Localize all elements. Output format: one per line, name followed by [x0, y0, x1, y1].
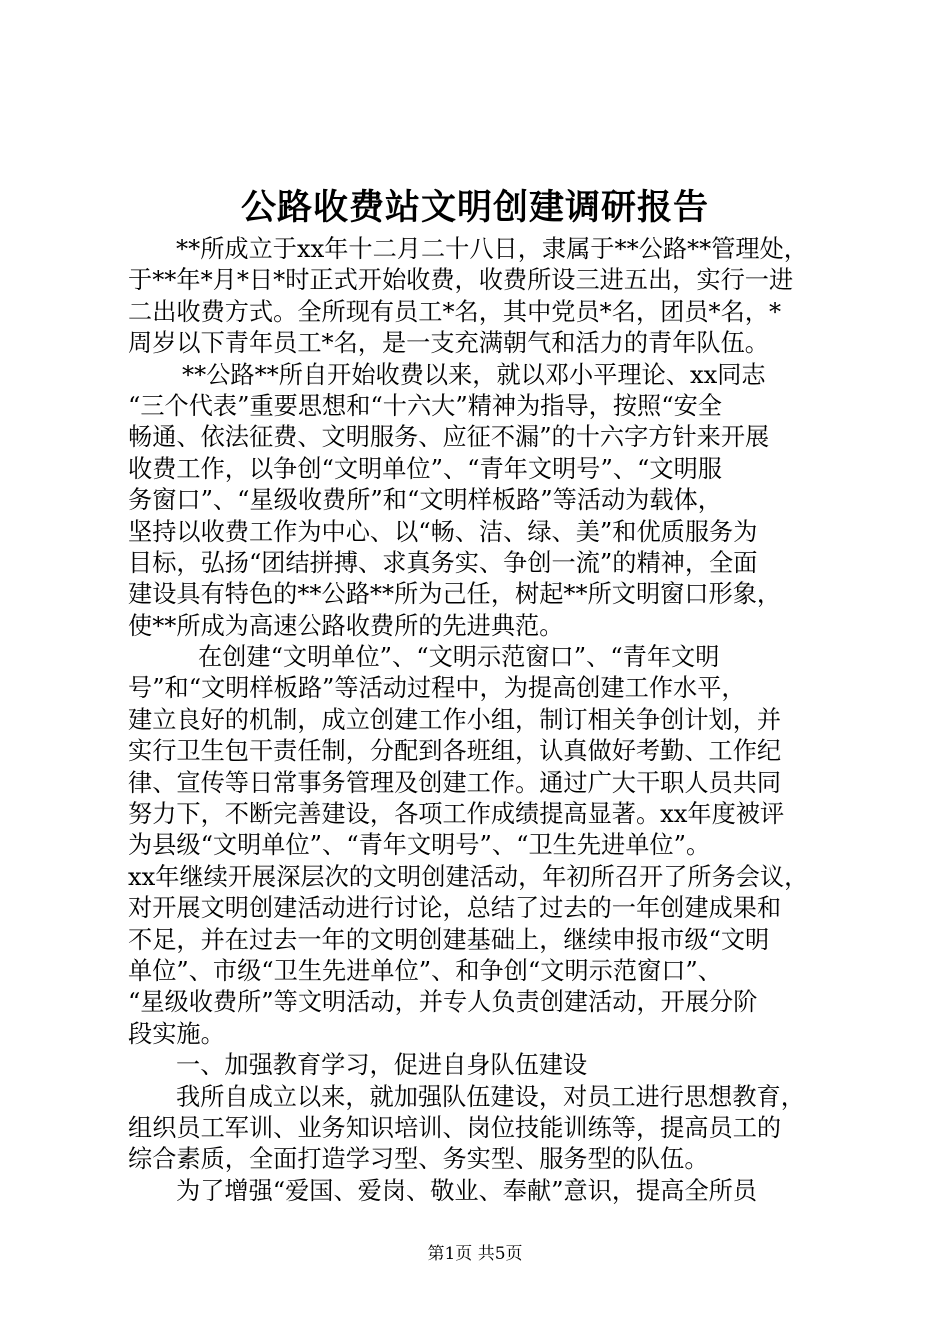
- text-line: 在创建“文明单位”、“文明示范窗口”、“青年文明: [198, 643, 720, 672]
- text-line: 努力下，不断完善建设，各项工作成绩提高显著。xx年度被评: [128, 800, 785, 829]
- text-line: 我所自成立以来，就加强队伍建设，对员工进行思想教育，: [176, 1082, 805, 1111]
- text-line: **所成立于xx年十二月二十八日，隶属于**公路**管理处，: [176, 235, 808, 263]
- text-line: 建立良好的机制，成立创建工作小组，制订相关争创计划，并: [128, 705, 782, 734]
- text-line: **公路**所自开始收费以来，就以邓小平理论、xx同志: [182, 360, 766, 389]
- document-title: 公路收费站文明创建调研报告: [240, 188, 709, 228]
- text-line: 律、宣传等日常事务管理及创建工作。通过广大干职人员共同: [128, 768, 782, 797]
- text-line: 收费工作，以争创“文明单位”、“青年文明号”、“文明服: [128, 454, 722, 483]
- text-line: 二出收费方式。全所现有员工*名，其中党员*名，团员*名，*: [128, 297, 782, 326]
- text-line: 号”和“文明样板路”等活动过程中，为提高创建工作水平，: [128, 674, 746, 703]
- text-line: “星级收费所”等文明活动，并专人负责创建活动，开展分阶: [128, 988, 758, 1017]
- text-line: 段实施。: [128, 1019, 225, 1048]
- text-line: 目标，弘扬“团结拼搏、求真务实、争创一流”的精神，全面: [128, 548, 758, 577]
- text-line: 组织员工军训、业务知识培训、岗位技能训练等，提高员工的: [128, 1113, 782, 1142]
- text-line: 为了增强“爱国、爱岗、敬业、奉献”意识，提高全所员: [176, 1176, 758, 1205]
- text-line: 为县级“文明单位”、“青年文明号”、“卫生先进单位”。: [128, 831, 711, 860]
- section-heading: 一、加强教育学习，促进自身队伍建设: [176, 1051, 588, 1080]
- text-line: 对开展文明创建活动进行讨论，总结了过去的一年创建成果和: [128, 894, 782, 923]
- text-line: 建设具有特色的**公路**所为己任，树起**所文明窗口形象，: [128, 580, 782, 609]
- text-line: 周岁以下青年员工*名，是一支充满朝气和活力的青年队伍。: [128, 329, 769, 358]
- text-line: 畅通、依法征费、文明服务、应征不漏”的十六字方针来开展: [128, 423, 770, 452]
- text-line: 使**所成为高速公路收费所的先进典范。: [128, 611, 564, 640]
- text-line: 单位”、市级“卫生先进单位”、和争创“文明示范窗口”、: [128, 956, 722, 985]
- page-number: 第1页 共5页: [427, 1244, 523, 1264]
- document-body: [128, 234, 844, 1207]
- text-line: 实行卫生包干责任制，分配到各班组，认真做好考勤、工作纪: [128, 737, 782, 766]
- text-line: 于**年*月*日*时正式开始收费，收费所设三进五出，实行一进: [128, 266, 794, 295]
- text-line: 坚持以收费工作为中心、以“畅、洁、绿、美”和优质服务为: [128, 517, 758, 546]
- text-line: “三个代表”重要思想和“十六大”精神为指导，按照“安全: [128, 391, 722, 420]
- text-line: 综合素质，全面打造学习型、务实型、服务型的队伍。: [128, 1145, 709, 1174]
- text-line: xx年继续开展深层次的文明创建活动，年初所召开了所务会议，: [128, 862, 809, 891]
- text-line: 务窗口”、“星级收费所”和“文明样板路”等活动为载体，: [128, 486, 722, 515]
- text-line: 不足，并在过去一年的文明创建基础上，继续申报市级“文明: [128, 925, 770, 954]
